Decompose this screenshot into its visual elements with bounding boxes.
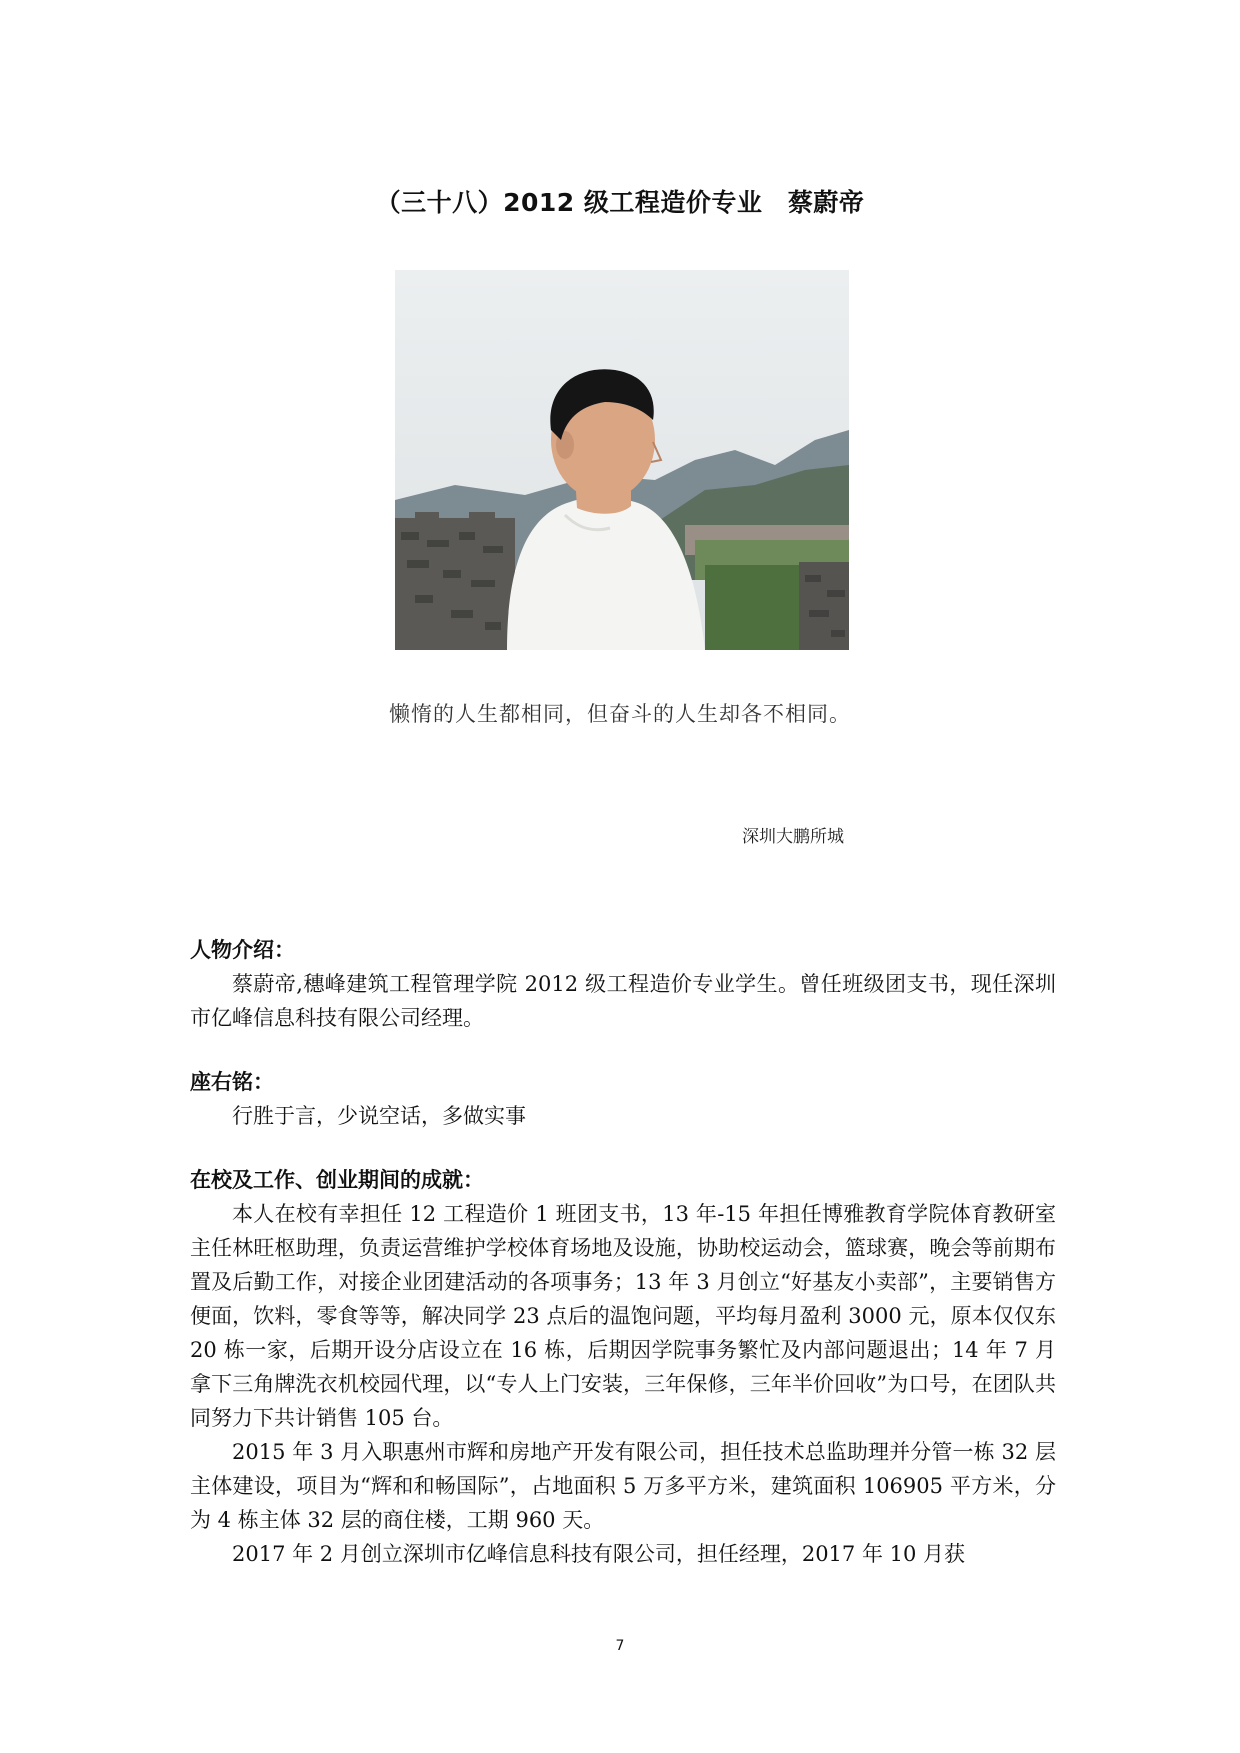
- page-title: （三十八）2012 级工程造价专业 蔡蔚帝: [375, 188, 865, 217]
- page-number: 7: [615, 1638, 625, 1654]
- motto-section: [190, 1065, 1056, 1133]
- portrait-photo: [395, 270, 849, 650]
- achievements-section: [190, 1163, 1056, 1571]
- intro-section: [190, 933, 1056, 1035]
- motto-caption: 懒惰的人生都相同，但奋斗的人生却各不相同。: [389, 702, 851, 726]
- achievements-paragraph: 本人在校有幸担任 12 工程造价 1 班团支书，13 年-15 年担任博雅教育学院体育教研室主任林旺枢助理，负责运营维护学校体育场地及设施，协助校运动会，篮球赛，晚会等前期布置及后勤工作，对接企业团建活动的各项事务；13 年 3 月创立“好基友小卖部”，主要销售方便面，饮料，零食等等，解决同学 23 点后的温饱问题，平均每月盈利 3000 元，原本仅仅东 20 栋一家，后期开设分店设立在 16 栋，后期因学院事务繁忙及内部问题退出；14 年 7 月拿下三角牌洗衣机校园代理，以“专人上门安装，三年保修，三年半价回收”为口号，在团队共同努力下共计销售 105 台。: [190, 1202, 1056, 1430]
- motto-heading: 座右铭：: [190, 1070, 274, 1094]
- achievements-paragraph: 2017 年 2 月创立深圳市亿峰信息科技有限公司，担任经理，2017 年 10 月获: [232, 1542, 966, 1566]
- achievements-paragraph: 2015 年 3 月入职惠州市辉和房地产开发有限公司，担任技术总监助理并分管一栋 32 层主体建设，项目为“辉和和畅国际”，占地面积 5 万多平方米，建筑面积 106905 平方米，分为 4 栋主体 32 层的商住楼，工期 960 天。: [190, 1440, 1056, 1532]
- achievements-heading: 在校及工作、创业期间的成就：: [190, 1168, 484, 1192]
- intro-text: 蔡蔚帝,穗峰建筑工程管理学院 2012 级工程造价专业学生。曾任班级团支书，现任深圳市亿峰信息科技有限公司经理。: [190, 972, 1056, 1030]
- intro-heading: 人物介绍：: [190, 938, 295, 962]
- motto-text: 行胜于言，少说空话，多做实事: [232, 1104, 526, 1128]
- photo-location: 深圳大鹏所城: [742, 827, 844, 847]
